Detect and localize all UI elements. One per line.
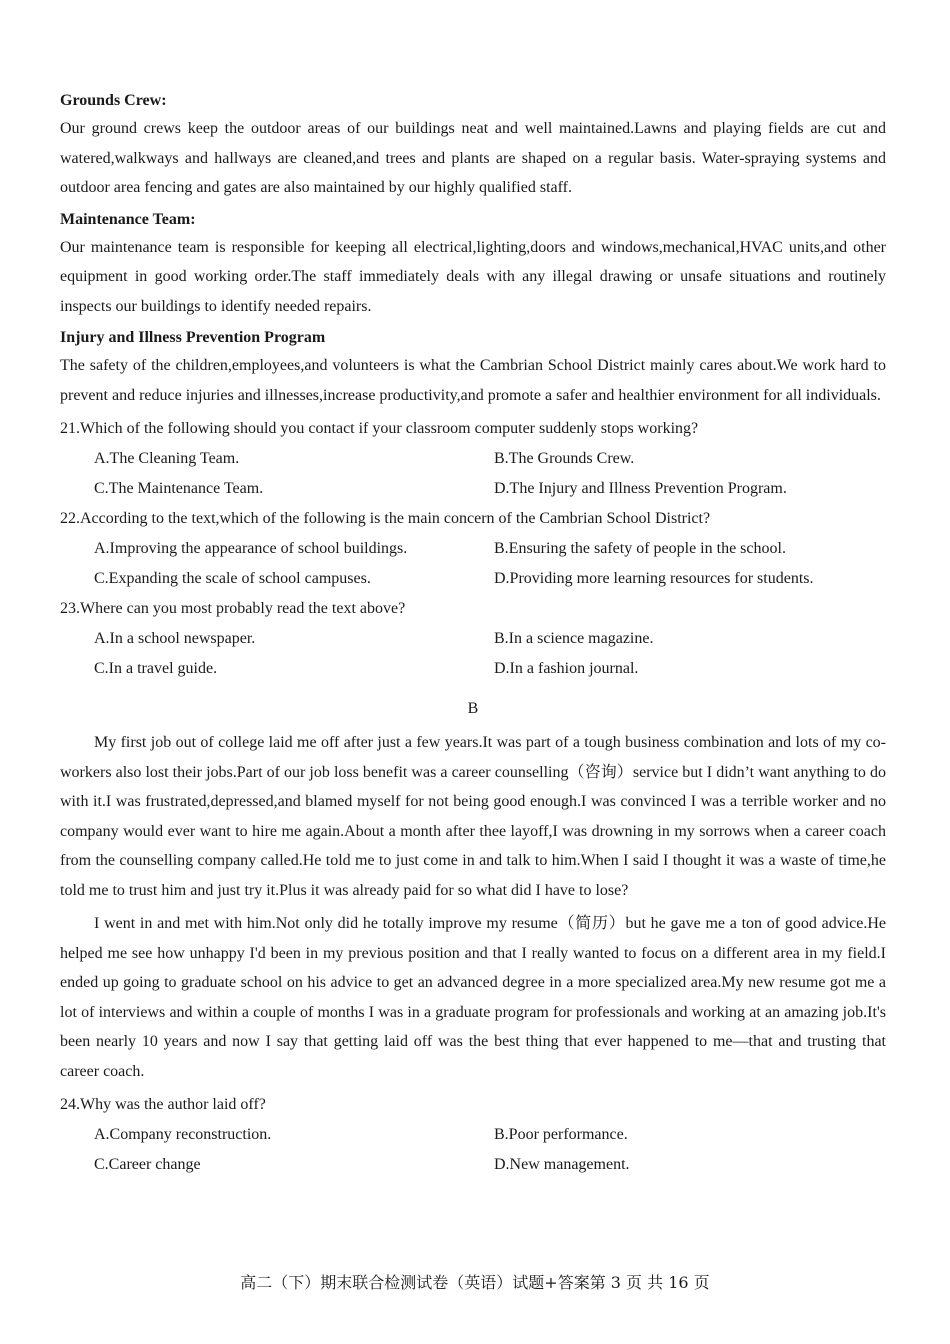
section-heading: Maintenance Team: bbox=[60, 210, 196, 228]
option-b: B.In a science magazine. bbox=[494, 630, 654, 647]
passage-paragraph: I went in and met with him.Not only did he totally improve my resume（简历）but he gave me a ton of good advice.He helped me see how unhappy I'd been in my previous position and that I really wanted to focus on a different area in my field.I ended up going to graduate school on his advice to get an advanced degree in a more specialized area.My new resume got me a lot of interviews and within a couple of months I was in a graduate program for professionals and working at an amazing job.It's been nearly 10 years and now I say that getting laid off was the best thing that ever happened to me—that and trusting that career coach. bbox=[60, 915, 886, 1080]
question-24 bbox=[60, 1090, 886, 1180]
option-d: D.In a fashion journal. bbox=[494, 660, 639, 677]
option-b: B.Poor performance. bbox=[494, 1126, 628, 1143]
section-maintenance-team bbox=[60, 207, 886, 322]
answer-options bbox=[60, 444, 886, 504]
question-text: 23.Where can you most probably read the text above? bbox=[60, 600, 406, 617]
page-footer: 高二（下）期末联合检测试卷（英语）试题+答案第 3 页 共 16 页 bbox=[240, 1273, 710, 1292]
section-injury-prevention bbox=[60, 325, 886, 410]
option-a: A.In a school newspaper. bbox=[94, 630, 256, 647]
part-b-letter: B bbox=[467, 700, 479, 717]
question-text: 22.According to the text,which of the following is the main concern of the Cambrian School District? bbox=[60, 510, 711, 527]
option-b: B.The Grounds Crew. bbox=[494, 450, 635, 467]
question-text: 21.Which of the following should you contact if your classroom computer suddenly stops working? bbox=[60, 420, 699, 437]
question-21 bbox=[60, 414, 886, 504]
section-grounds-crew bbox=[60, 88, 886, 203]
option-c: C.Expanding the scale of school campuses. bbox=[94, 570, 371, 587]
answer-options bbox=[60, 1120, 886, 1180]
answer-options bbox=[60, 534, 886, 594]
section-text: Our maintenance team is responsible for keeping all electrical,lighting,doors and windows,mechanical,HVAC units,and other equipment in good working order.The staff immediately deals with any illegal drawing or unsafe situations and routinely inspects our buildings to identify needed repairs. bbox=[60, 238, 886, 315]
option-d: D.The Injury and Illness Prevention Program. bbox=[494, 480, 787, 497]
section-heading: Grounds Crew: bbox=[60, 92, 167, 109]
document-page bbox=[60, 88, 886, 1180]
question-22 bbox=[60, 504, 886, 594]
section-text: The safety of the children,employees,and volunteers is what the Cambrian School District mainly cares about.We work hard to prevent and reduce injuries and illnesses,increase productivity,and promote a safer and healthier environment for all individuals. bbox=[60, 357, 886, 404]
passage-paragraph: My first job out of college laid me off after just a few years.It was part of a tough business combination and lots of my co-workers also lost their jobs.Part of our job loss benefit was a career counselling（咨询）service but I didn’t want anything to do with it.I was frustrated,depressed,and blamed myself for not being good enough.I was convinced I was a terrible worker and no company would ever want to hire me again.About a month after thee layoff,I was drowning in my sorrows when a career coach from the counselling company called.He told me to just come in and talk to him.When I said I thought it was a waste of time,he told me to trust him and just try it.Plus it was already paid for so what did I have to lose? bbox=[60, 734, 886, 899]
option-a: A.Company reconstruction. bbox=[94, 1126, 272, 1143]
option-a: A.Improving the appearance of school buildings. bbox=[94, 540, 408, 557]
answer-options bbox=[60, 624, 886, 684]
question-23 bbox=[60, 594, 886, 684]
option-c: C.The Maintenance Team. bbox=[94, 480, 264, 497]
section-text: Our ground crews keep the outdoor areas of our buildings neat and well maintained.Lawns and playing fields are cut and watered,walkways and hallways are cleaned,and trees and plants are shaped on a regular basis. Water-spraying systems and outdoor area fencing and gates are also maintained by our highly qualified staff. bbox=[60, 120, 886, 196]
option-c: C.Career change bbox=[94, 1156, 201, 1173]
section-heading: Injury and Illness Prevention Program bbox=[60, 329, 326, 346]
option-a: A.The Cleaning Team. bbox=[94, 450, 240, 467]
option-d: D.New management. bbox=[494, 1156, 630, 1173]
option-b: B.Ensuring the safety of people in the school. bbox=[494, 540, 786, 557]
option-c: C.In a travel guide. bbox=[94, 660, 218, 677]
option-d: D.Providing more learning resources for students. bbox=[494, 570, 814, 587]
question-text: 24.Why was the author laid off? bbox=[60, 1096, 266, 1113]
